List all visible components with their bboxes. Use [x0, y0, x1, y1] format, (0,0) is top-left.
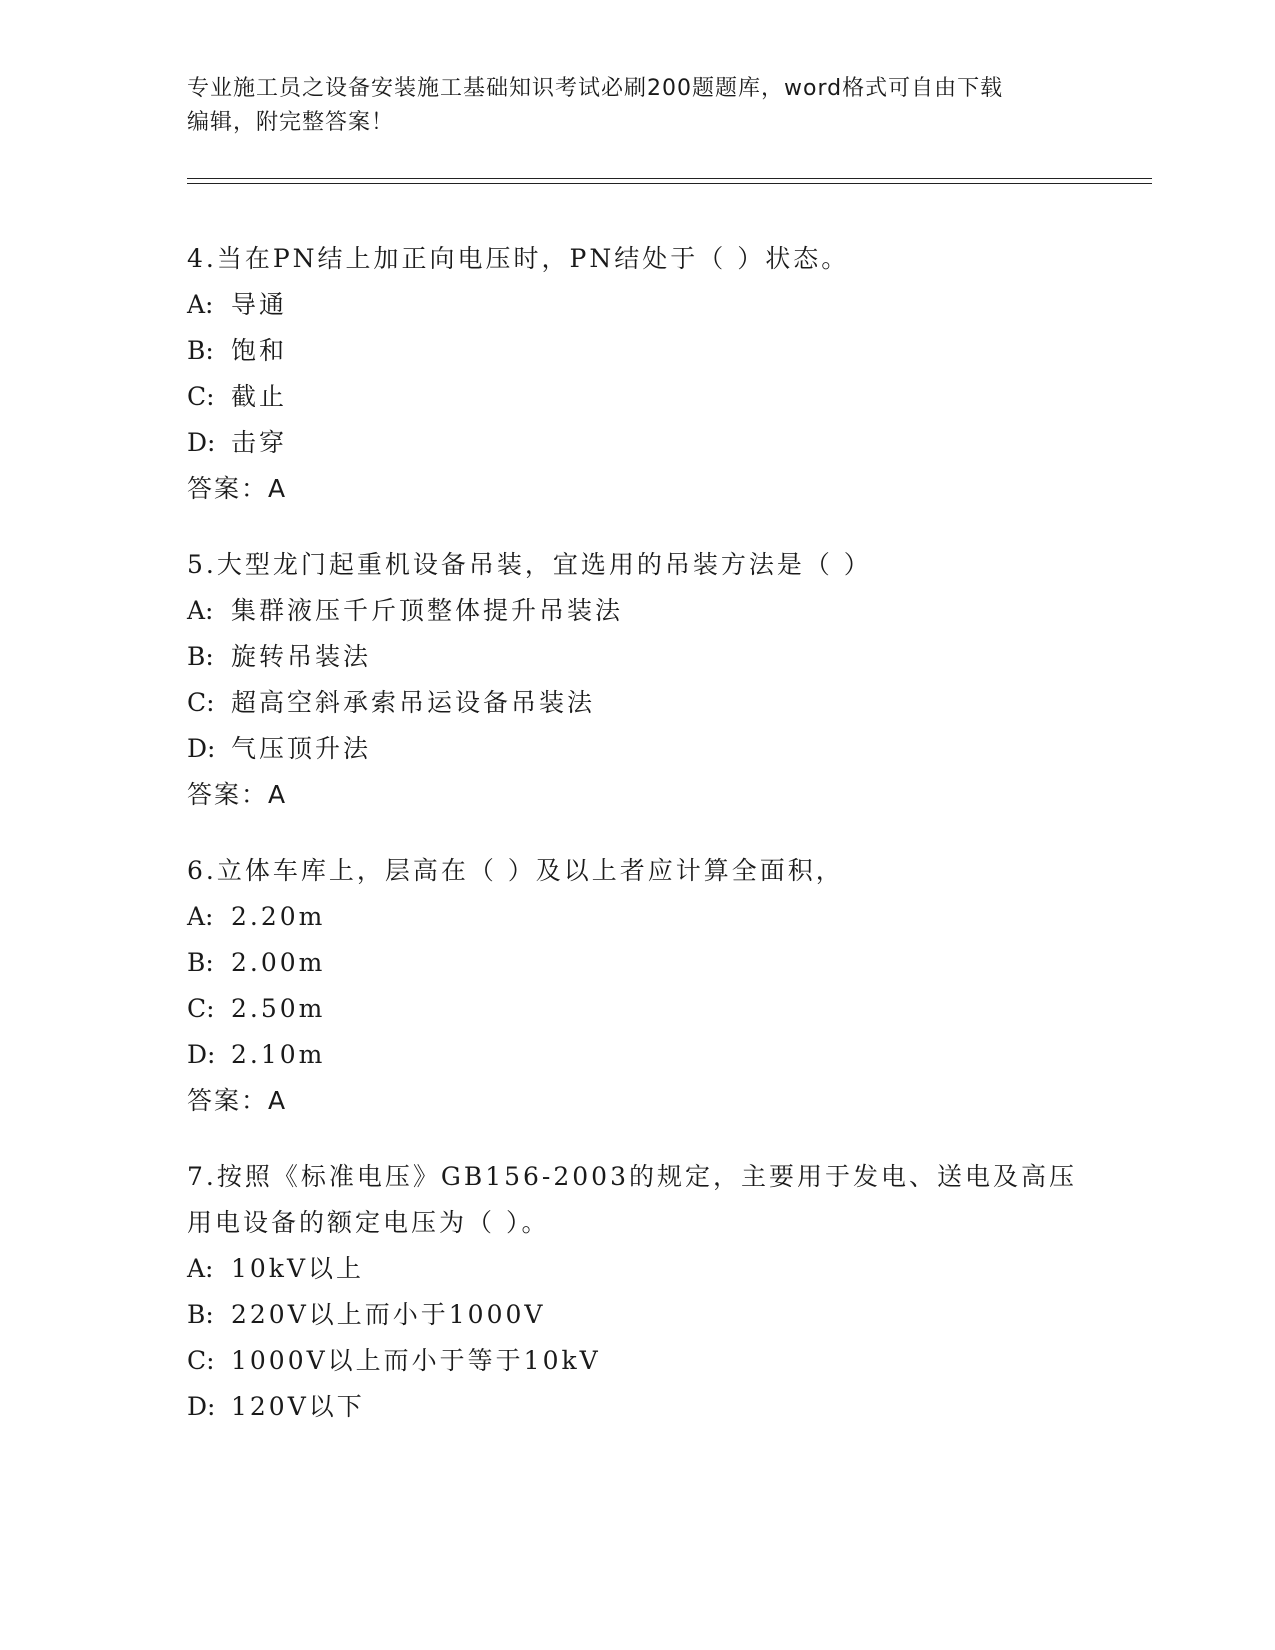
option-text: 击穿 [231, 428, 288, 457]
question-list [187, 236, 1087, 1460]
option-d [187, 726, 1087, 772]
option-letter: D: [187, 1392, 216, 1421]
option-letter: A: [187, 1254, 214, 1283]
option-letter: C: [187, 382, 215, 411]
question-stem-line-1: 7.按照《标准电压》GB156-2003的规定，主要用于发电、送电及高压 [187, 1162, 1077, 1191]
option-letter: B: [187, 1300, 214, 1329]
option-d [187, 1384, 1087, 1430]
option-text: 2.00m [231, 948, 326, 977]
question-5 [187, 542, 1087, 818]
option-text: 导通 [231, 290, 288, 319]
option-a [187, 282, 1087, 328]
answer-line: 答案：A [187, 1086, 288, 1115]
option-b [187, 940, 1087, 986]
option-b [187, 1292, 1087, 1338]
option-c [187, 986, 1087, 1032]
document-header [187, 72, 1087, 140]
answer-line: 答案：A [187, 780, 288, 809]
option-letter: C: [187, 994, 215, 1023]
header-rule-bottom [187, 183, 1152, 184]
header-line-1: 专业施工员之设备安装施工基础知识考试必刷200题题库，word格式可自由下载 [187, 76, 1004, 101]
option-b [187, 634, 1087, 680]
option-letter: A: [187, 596, 214, 625]
option-text: 120V以下 [231, 1392, 365, 1421]
option-text: 2.10m [231, 1040, 326, 1069]
option-letter: B: [187, 336, 214, 365]
option-text: 饱和 [231, 336, 288, 365]
option-letter: C: [187, 688, 215, 717]
option-a [187, 894, 1087, 940]
option-text: 10kV以上 [231, 1254, 365, 1283]
question-7 [187, 1154, 1087, 1430]
question-stem: 5.大型龙门起重机设备吊装，宜选用的吊装方法是（ ） [187, 550, 872, 579]
question-stem-line-2: 用电设备的额定电压为（ ）。 [187, 1208, 550, 1237]
option-text: 2.20m [231, 902, 326, 931]
question-6 [187, 848, 1087, 1124]
option-text: 截止 [231, 382, 288, 411]
option-text: 1000V以上而小于等于10kV [231, 1346, 601, 1375]
option-letter: D: [187, 428, 216, 457]
option-c [187, 680, 1087, 726]
option-text: 旋转吊装法 [231, 642, 372, 671]
option-d [187, 1032, 1087, 1078]
option-letter: B: [187, 642, 214, 671]
option-c [187, 1338, 1087, 1384]
option-a [187, 1246, 1087, 1292]
option-letter: D: [187, 734, 216, 763]
question-stem: 4.当在PN结上加正向电压时，PN结处于（ ）状态。 [187, 244, 850, 273]
question-4 [187, 236, 1087, 512]
option-letter: B: [187, 948, 214, 977]
header-rule-top [187, 178, 1152, 179]
option-text: 2.50m [231, 994, 326, 1023]
option-text: 集群液压千斤顶整体提升吊装法 [231, 596, 624, 625]
option-a [187, 588, 1087, 634]
option-text: 气压顶升法 [231, 734, 372, 763]
question-stem: 6.立体车库上，层高在（ ）及以上者应计算全面积， [187, 856, 844, 885]
option-letter: D: [187, 1040, 216, 1069]
option-letter: A: [187, 290, 214, 319]
header-line-2: 编辑，附完整答案！ [187, 110, 395, 135]
option-letter: A: [187, 902, 214, 931]
option-d [187, 420, 1087, 466]
option-text: 220V以上而小于1000V [231, 1300, 546, 1329]
option-letter: C: [187, 1346, 215, 1375]
answer-line: 答案：A [187, 474, 288, 503]
option-c [187, 374, 1087, 420]
option-b [187, 328, 1087, 374]
option-text: 超高空斜承索吊运设备吊装法 [231, 688, 596, 717]
